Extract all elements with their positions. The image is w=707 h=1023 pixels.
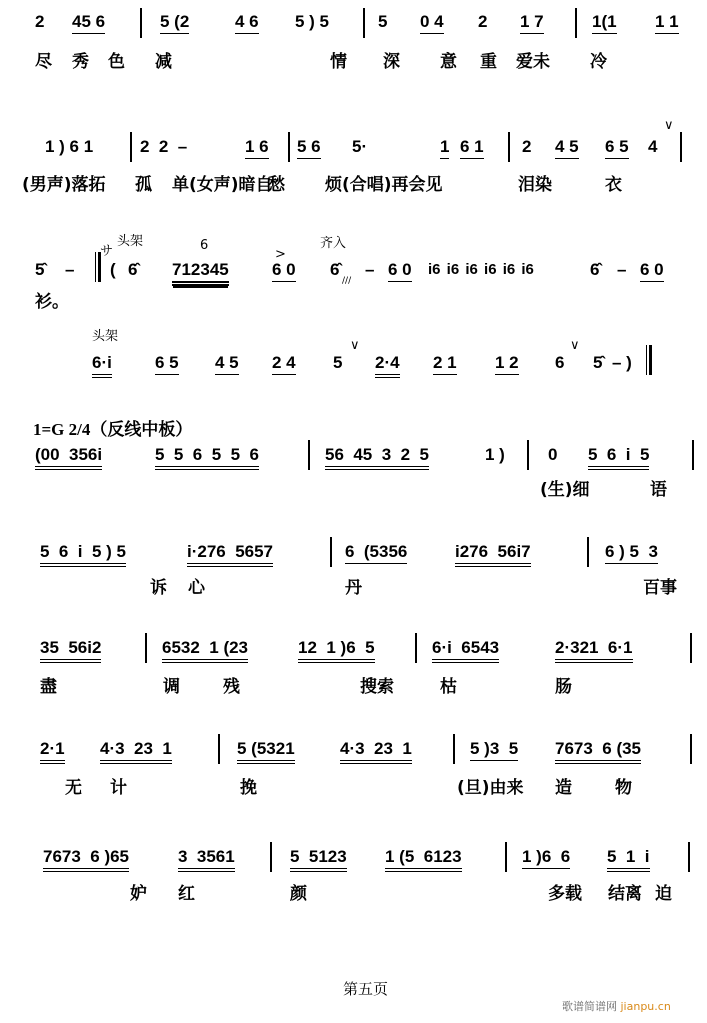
key-signature: 1=G 2/4（反线中板） (33, 420, 193, 439)
barline (680, 132, 682, 162)
note: 6 1 (460, 137, 484, 159)
note: 4·3 23 1 (340, 739, 412, 764)
page-number: 第五页 (343, 980, 389, 998)
lyric: 情 (330, 52, 347, 72)
note: 2 2 – (140, 137, 188, 156)
lyric: 肠 (555, 677, 572, 697)
note: 5 (5321 (237, 739, 295, 764)
watermark (562, 998, 671, 1014)
lyric: 尽 (35, 52, 52, 72)
annotation: サ (100, 244, 114, 259)
lyric: 红 (178, 884, 195, 904)
lyric: (旦)由来 (457, 778, 524, 798)
lyric: 枯 (440, 677, 457, 697)
note: 2 (35, 12, 45, 31)
barline (688, 842, 690, 872)
note: 4 5 (555, 137, 579, 159)
note: 1 2 (495, 353, 519, 375)
lyric: 烦(合唱)再会见 (325, 175, 443, 195)
note: 4·3 23 1 (100, 739, 172, 764)
note: i276 56i7 (455, 542, 531, 567)
breath-mark: ∨ (570, 338, 580, 353)
lyric: (男声)落拓 (22, 175, 106, 195)
lyric: 单(女声)暗自 (172, 175, 273, 195)
lyric: 冷 (590, 52, 607, 72)
barline (453, 734, 455, 764)
barline (505, 842, 507, 872)
tuplet-number: 6 (200, 238, 209, 253)
note: 5 (2 (160, 12, 189, 34)
note: 6̂ (128, 260, 138, 279)
lyric: 颜 (290, 884, 307, 904)
lyric: 深 (383, 52, 400, 72)
note: 6532 1 (23 (162, 638, 248, 663)
tremolo-mark: /// (342, 276, 352, 286)
note: 7673 6 (35 (555, 739, 641, 764)
watermark-url: jianpu.cn (620, 1000, 671, 1013)
note: 5 ) 5 (295, 12, 330, 31)
double-barline (95, 252, 101, 282)
note: 6̂ (590, 260, 600, 279)
grace-notes: i6 i6 i6 i6 i6 i6 (428, 261, 534, 278)
note: 1 ) 6 1 (45, 137, 94, 156)
note: 12 1 )6 5 (298, 638, 375, 663)
note: 1 7 (520, 12, 544, 34)
note: 5 )3 5 (470, 739, 518, 761)
note: 1 1 (655, 12, 679, 34)
barline (270, 842, 272, 872)
note: 6 ) 5 3 (605, 542, 658, 564)
note: 1(1 (592, 12, 617, 34)
note: 5̂ (593, 353, 603, 372)
note: i·276 5657 (187, 542, 273, 567)
note: 4 (648, 137, 658, 156)
note: 6̂ (330, 260, 340, 279)
note: – ) (612, 353, 632, 372)
note: 5 1 i (607, 847, 650, 872)
note: 712345 (172, 260, 229, 286)
lyric: 百事 (643, 578, 677, 598)
note: 6 (555, 353, 565, 372)
note: 2·1 (40, 739, 65, 764)
note: 2 (478, 12, 488, 31)
lyric: 无 (65, 778, 82, 798)
lyric: 色 (108, 52, 125, 72)
lyric: 意 (440, 52, 457, 72)
note: 6 0 (388, 260, 412, 282)
lyric: 愁 (268, 175, 285, 195)
barline (363, 8, 365, 38)
barline (415, 633, 417, 663)
lyric: 挽 (240, 778, 257, 798)
barline (308, 440, 310, 470)
note: 45 6 (72, 12, 105, 34)
lyric: 心 (188, 578, 205, 598)
note: 5 6 (297, 137, 321, 159)
barline (587, 537, 589, 567)
lyric: 诉 (150, 578, 167, 598)
lyric: 减 (155, 52, 172, 72)
note: 5 6 i 5 (588, 445, 649, 470)
note: – (65, 260, 75, 279)
breath-mark: ∨ (350, 338, 360, 353)
watermark-text: 歌谱简谱网 (562, 1000, 617, 1013)
note: 1 )6 6 (522, 847, 570, 869)
lyric: 盡 (40, 677, 57, 697)
lyric: 结离 (608, 884, 642, 904)
lyric: 爱未 (516, 52, 550, 72)
barline (218, 734, 220, 764)
barline (692, 440, 694, 470)
lyric: 调 (163, 677, 180, 697)
double-barline (646, 345, 652, 375)
note: 2·4 (375, 353, 400, 378)
note: ( (110, 260, 116, 279)
accent-mark: > (275, 247, 286, 262)
note: 6 (5356 (345, 542, 407, 564)
lyric: 衫。 (35, 292, 69, 312)
note: 6·i 6543 (432, 638, 499, 663)
note: 1 ) (485, 445, 505, 464)
note: 2·321 6·1 (555, 638, 633, 663)
barline (288, 132, 290, 162)
note: 35 56i2 (40, 638, 101, 663)
note: – (617, 260, 627, 279)
note: – (365, 260, 375, 279)
note: 5 5 6 5 5 6 (155, 445, 259, 470)
lyric: 孤 (135, 175, 152, 195)
note: 5 6 i 5 ) 5 (40, 542, 126, 567)
note: 3 3561 (178, 847, 235, 872)
note: 7673 6 )65 (43, 847, 129, 872)
barline (145, 633, 147, 663)
lyric: 迫 (655, 884, 672, 904)
barline (575, 8, 577, 38)
note: 2 4 (272, 353, 296, 375)
annotation: 齐入 (320, 236, 347, 251)
note: 4 5 (215, 353, 239, 375)
lyric: 衣 (605, 175, 622, 195)
lyric: 残 (223, 677, 240, 697)
note: 5 (378, 12, 388, 31)
barline (130, 132, 132, 162)
annotation: 头架 (92, 329, 119, 344)
note: 6 0 (272, 260, 296, 282)
note: 6 0 (640, 260, 664, 282)
barline (690, 734, 692, 764)
lyric: 搜索 (360, 677, 394, 697)
note: 5· (352, 137, 368, 156)
note: 6 5 (155, 353, 179, 375)
lyric: 物 (615, 778, 632, 798)
note: 0 (548, 445, 558, 464)
note: 1 (440, 137, 449, 159)
note: 2 1 (433, 353, 457, 375)
lyric: 妒 (130, 884, 147, 904)
note: 56 45 3 2 5 (325, 445, 429, 470)
barline (140, 8, 142, 38)
lyric: 重 (480, 52, 497, 72)
note: 5̂ (35, 260, 45, 279)
lyric: 语 (650, 480, 667, 500)
lyric: (生)细 (540, 480, 590, 500)
lyric: 造 (555, 778, 572, 798)
lyric: 丹 (345, 578, 362, 598)
note: 1 6 (245, 137, 269, 159)
lyric: 秀 (72, 52, 89, 72)
note: 0 4 (420, 12, 444, 34)
note: 1 (5 6123 (385, 847, 462, 872)
note: (00 356i (35, 445, 102, 470)
lyric: 多载 (548, 884, 582, 904)
note: 5 5123 (290, 847, 347, 872)
barline (527, 440, 529, 470)
barline (690, 633, 692, 663)
lyric: 泪染 (518, 175, 552, 195)
note: 5 (333, 353, 343, 372)
lyric: 计 (110, 778, 127, 798)
note: 2 (522, 137, 532, 156)
note: 6·i (92, 353, 112, 378)
barline (508, 132, 510, 162)
barline (330, 537, 332, 567)
breath-mark: ∨ (664, 118, 674, 133)
note: 4 6 (235, 12, 259, 34)
annotation: 头架 (117, 234, 144, 249)
note: 6 5 (605, 137, 629, 159)
